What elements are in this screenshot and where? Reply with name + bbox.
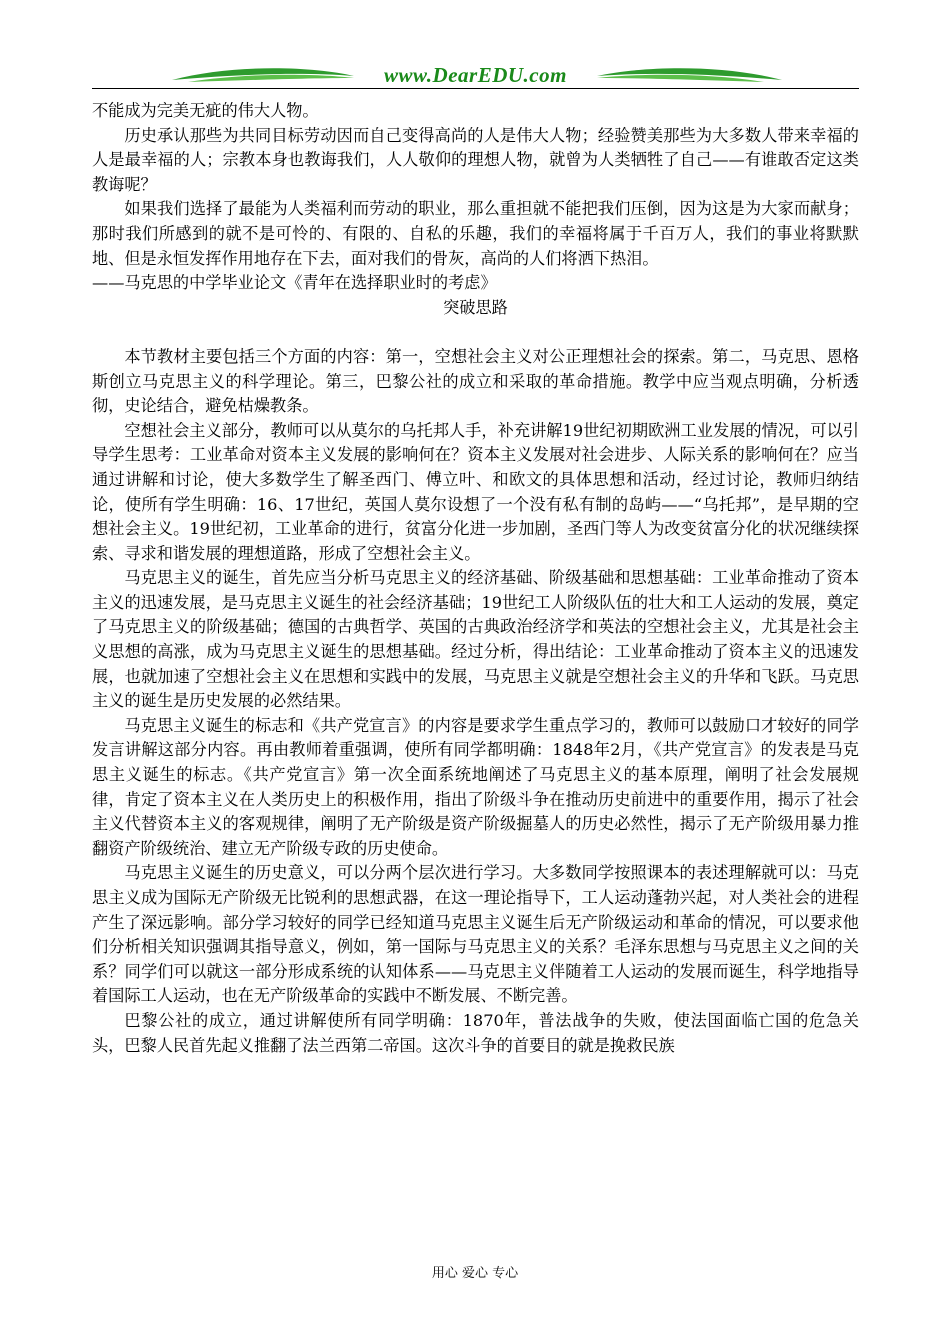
paragraph: 历史承认那些为共同目标劳动因而自己变得高尚的人是伟大人物；经验赞美那些为大多数人带来幸福的人是最幸福的人；宗教本身也教诲我们，人人敬仰的理想人物，就曾为人类牺牲了自己——有谁敢否定这类教诲呢？ bbox=[92, 125, 859, 194]
site-url-text: www.DearEDU.com bbox=[384, 63, 567, 87]
paragraph: 马克思主义诞生的历史意义，可以分两个层次进行学习。大多数同学按照课本的表述理解就可以：马克思主义成为国际无产阶级无比锐利的思想武器，在这一理论指导下，工人运动蓬勃兴起，对人类社会的进程产生了深远影响。部分学习较好的同学已经知道马克思主义诞生后无产阶级运动和革命的情况，可以要求他们分析相关知识强调其指导意义，例如，第一国际与马克思主义的关系？毛泽东思想与马克思主义之间的关系？同学们可以就这一部分形成系统的认知体系——马克思主义伴随着工人运动的发展而诞生，科学地指导着国际工人运动，也在无产阶级革命的实践中不断发展、不断完善。 bbox=[92, 863, 859, 1006]
blank-line bbox=[92, 320, 859, 345]
paragraph: 巴黎公社的成立，通过讲解使所有同学明确：1870年，普法战争的失败，使法国面临亡国的危急关头，巴黎人民首先起义推翻了法兰西第二帝国。这次斗争的首要目的就是挽救民族 bbox=[92, 1010, 859, 1055]
paragraph: 不能成为完美无疵的伟大人物。 bbox=[92, 101, 319, 120]
document-body bbox=[92, 99, 859, 1058]
section-title: 突破思路 bbox=[443, 297, 508, 317]
page-footer: 用心 爱心 专心 bbox=[431, 1266, 519, 1281]
site-header-banner bbox=[92, 60, 859, 90]
paragraph: 马克思主义诞生的标志和《共产党宣言》的内容是要求学生重点学习的，教师可以鼓励口才较好的同学发言讲解这部分内容。再由教师着重强调，使所有同学都明确：1848年2月，《共产党宣言》的发表是马克思主义诞生的标志。《共产党宣言》第一次全面系统地阐述了马克思主义的基本原理，阐明了社会发展规律，肯定了资本主义在人类历史上的积极作用，指出了阶级斗争在推动历史前进中的重要作用，揭示了社会主义代替资本主义的客观规律，阐明了无产阶级是资产阶级掘墓人的历史必然性，揭示了无产阶级用暴力推翻资产阶级统治、建立无产阶级专政的历史使命。 bbox=[92, 715, 859, 858]
paragraph: 本节教材主要包括三个方面的内容：第一，空想社会主义对公正理想社会的探索。第二，马克思、恩格斯创立马克思主义的科学理论。第三，巴黎公社的成立和采取的革命措施。教学中应当观点明确，分析透彻，史论结合，避免枯燥教条。 bbox=[92, 346, 859, 416]
quote-attribution: ——马克思的中学毕业论文《青年在选择职业时的考虑》 bbox=[92, 273, 497, 293]
paragraph: 如果我们选择了最能为人类福利而劳动的职业，那么重担就不能把我们压倒，因为这是为大家而献身；那时我们所感到的就不是可怜的、有限的、自私的乐趣，我们的幸福将属于千百万人，我们的事业将默默地、但是永恒发挥作用地存在下去，面对我们的骨灰，高尚的人们将洒下热泪。 bbox=[92, 199, 859, 268]
paragraph: 马克思主义的诞生，首先应当分析马克思主义的经济基础、阶级基础和思想基础：工业革命推动了资本主义的迅速发展，是马克思主义诞生的社会经济基础；19世纪工人阶级队伍的壮大和工人运动的发展，奠定了马克思主义的阶级基础；德国的古典哲学、英国的古典政治经济学和英法的空想社会主义，尤其是社会主义思想的高涨，成为马克思主义诞生的思想基础。经过分析，得出结论：工业革命推动了资本主义的迅速发展，也就加速了空想社会主义在思想和实践中的发展，马克思主义就是空想社会主义的升华和飞跃。马克思主义的诞生是历史发展的必然结果。 bbox=[92, 568, 859, 711]
paragraph: 空想社会主义部分，教师可以从莫尔的乌托邦人手，补充讲解19世纪初期欧洲工业发展的情况，可以引导学生思考：工业革命对资本主义发展的影响何在？资本主义发展对社会进步、人际关系的影响何在？应当通过讲解和讨论，使大多数学生了解圣西门、傅立叶、和欧文的具体思想和活动，经过讨论，教师归纳结论，使所有学生明确：16、17世纪，英国人莫尔设想了一个没有私有制的岛屿——“乌托邦”，是早期的空想社会主义。19世纪初，工业革命的进行，贫富分化进一步加剧，圣西门等人为改变贫富分化的状况继续探索、寻求和谐发展的理想道路，形成了空想社会主义。 bbox=[92, 420, 859, 563]
header-divider bbox=[92, 88, 859, 89]
